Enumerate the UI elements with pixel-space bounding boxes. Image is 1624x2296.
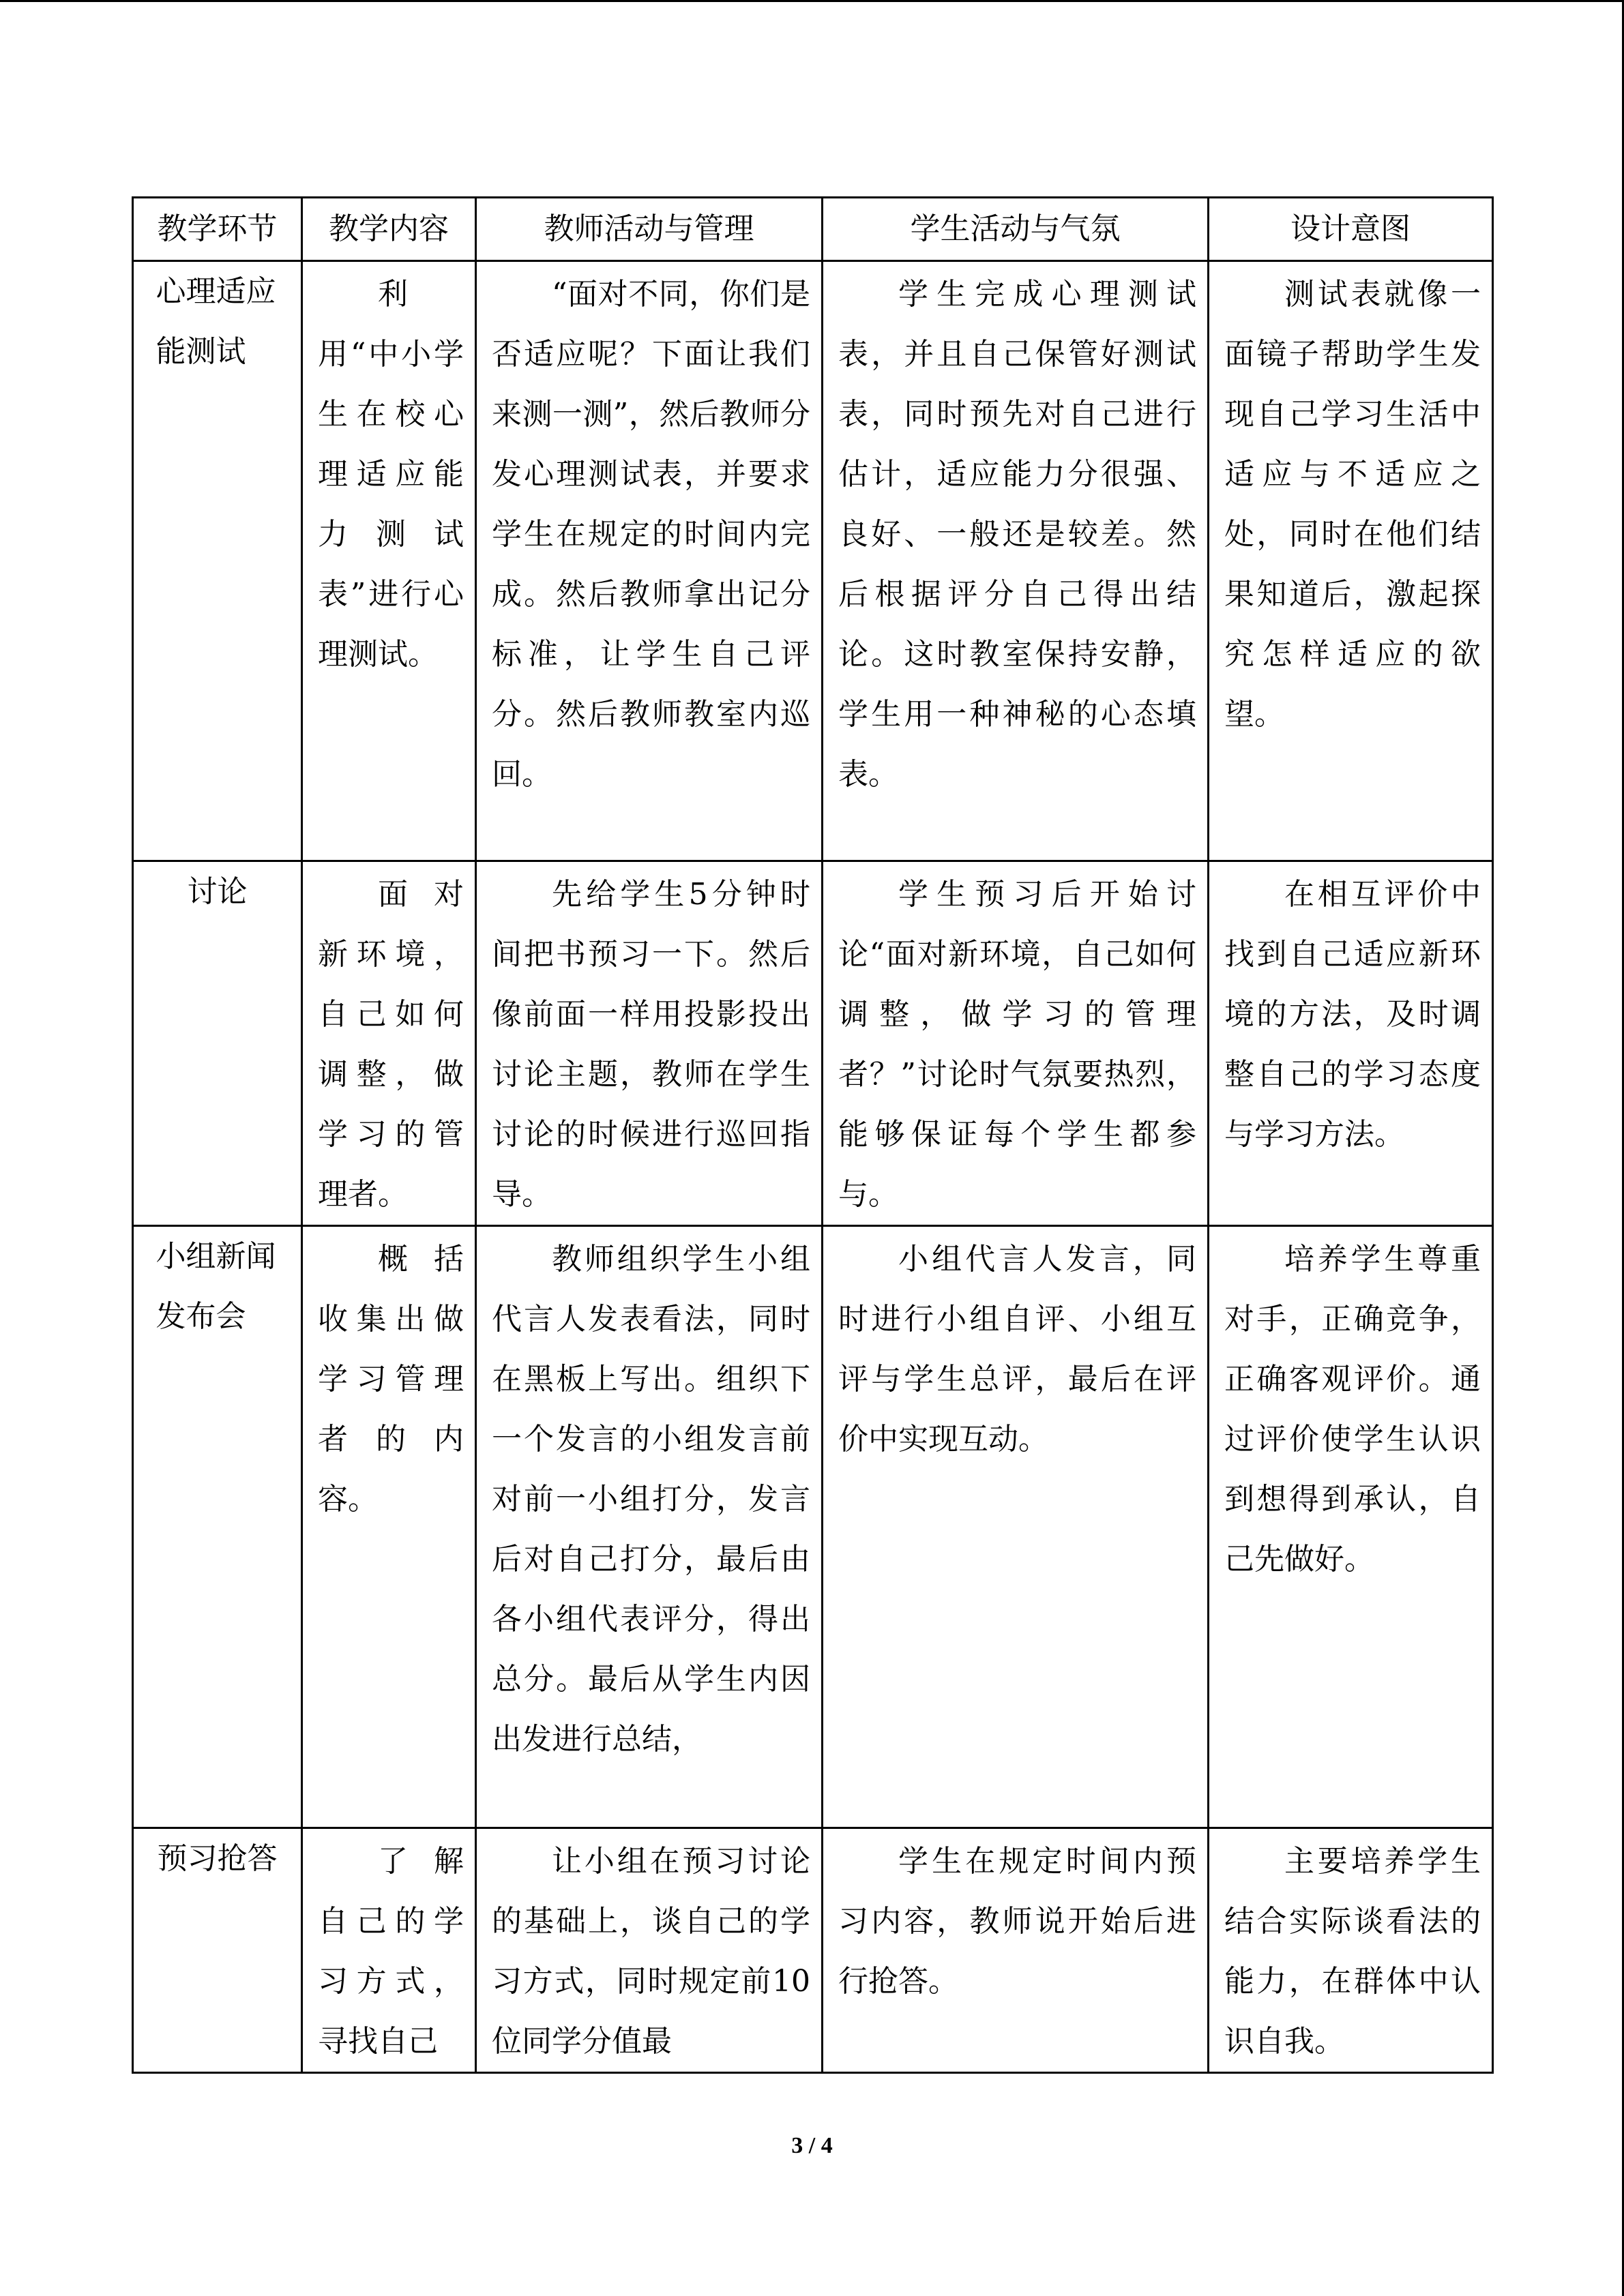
content-cell xyxy=(302,261,476,861)
teacher-cell xyxy=(476,861,823,1226)
table-header-row xyxy=(133,198,1493,261)
teacher-text: 教师组织学生小组代言人发表看法，同时在黑板上写出。组织下一个发言的小组发言前对前一小组打分，发言后对自己打分，最后由各小组代表评分，得出总分。最后从学生内因出发进行总结， xyxy=(492,1242,810,1757)
content-text: 面对新环境，自己如何调整，做学习的管理者。 xyxy=(318,877,464,1212)
table-row xyxy=(133,861,1493,1226)
intent-text: 在相互评价中找到自己适应新环境的方法，及时调整自己的学习态度与学习方法。 xyxy=(1224,877,1481,1152)
intent-cell xyxy=(1209,861,1493,1226)
teacher-cell xyxy=(476,1828,823,2073)
student-text: 小组代言人发言，同时进行小组自评、小组互评与学生总评，最后在评价中实现互动。 xyxy=(838,1242,1196,1457)
content-text: 利用“中小学生在校心理适应能力测试表”进行心理测试。 xyxy=(318,277,464,672)
student-cell xyxy=(823,1226,1209,1828)
teacher-cell xyxy=(476,261,823,861)
stage-cell xyxy=(133,1226,302,1828)
student-text: 学生预习后开始讨论“面对新环境，自己如何调整，做学习的管理者？”讨论时气氛要热烈，能够保证每个学生都参与。 xyxy=(838,877,1196,1212)
teacher-cell xyxy=(476,1226,823,1828)
teacher-text: 让小组在预习讨论的基础上，谈自己的学习方式，同时规定前10位同学分值最 xyxy=(492,1844,810,2059)
header-design-intent: 设计意图 xyxy=(1209,198,1493,261)
header-teacher-activity: 教师活动与管理 xyxy=(476,198,823,261)
page-top-border xyxy=(0,0,1624,2)
student-text: 学生完成心理测试表，并且自己保管好测试表，同时预先对自己进行估计，适应能力分很强、良好、一般还是较差。然后根据评分自己得出结论。这时教室保持安静，学生用一种神秘的心态填表。 xyxy=(838,277,1196,792)
stage-cell xyxy=(133,861,302,1226)
intent-cell xyxy=(1209,1828,1493,2073)
stage-text: 心理适应能测试 xyxy=(156,274,276,369)
table-row xyxy=(133,1828,1493,2073)
stage-text: 讨论 xyxy=(187,874,248,909)
student-text: 学生在规定时间内预习内容，教师说开始后进行抢答。 xyxy=(838,1844,1196,1999)
stage-text: 小组新闻发布会 xyxy=(156,1239,276,1334)
intent-text: 培养学生尊重对手，正确竞争，正确客观评价。通过评价使学生认识到想得到承认，自己先做好。 xyxy=(1224,1242,1481,1577)
teacher-text: 先给学生5分钟时间把书预习一下。然后像前面一样用投影投出讨论主题，教师在学生讨论的时候进行巡回指导。 xyxy=(492,877,810,1212)
content-text: 了解自己的学习方式，寻找自己 xyxy=(318,1844,464,2059)
stage-text: 预习抢答 xyxy=(157,1841,278,1876)
stage-cell xyxy=(133,1828,302,2073)
teacher-text: “面对不同，你们是否适应呢？下面让我们来测一测”，然后教师分发心理测试表，并要求学生在规定的时间内完成。然后教师拿出记分标准，让学生自己评分。然后教师教室内巡回。 xyxy=(492,277,810,792)
header-stage: 教学环节 xyxy=(133,198,302,261)
header-student-activity: 学生活动与气氛 xyxy=(823,198,1209,261)
content-cell xyxy=(302,1828,476,2073)
table-row xyxy=(133,1226,1493,1828)
lesson-plan-table xyxy=(132,196,1494,2074)
stage-cell xyxy=(133,261,302,861)
page-number: 3 / 4 xyxy=(791,2133,833,2158)
student-cell xyxy=(823,861,1209,1226)
content-cell xyxy=(302,1226,476,1828)
content-text: 概括收集出做学习管理者的内容。 xyxy=(318,1242,464,1517)
intent-text: 主要培养学生结合实际谈看法的能力，在群体中认识自我。 xyxy=(1224,1844,1481,2059)
intent-cell xyxy=(1209,261,1493,861)
student-cell xyxy=(823,1828,1209,2073)
student-cell xyxy=(823,261,1209,861)
header-content: 教学内容 xyxy=(302,198,476,261)
table-row xyxy=(133,261,1493,861)
intent-text: 测试表就像一面镜子帮助学生发现自己学习生活中适应与不适应之处，同时在他们结果知道后，激起探究怎样适应的欲望。 xyxy=(1224,277,1481,732)
intent-cell xyxy=(1209,1226,1493,1828)
content-cell xyxy=(302,861,476,1226)
